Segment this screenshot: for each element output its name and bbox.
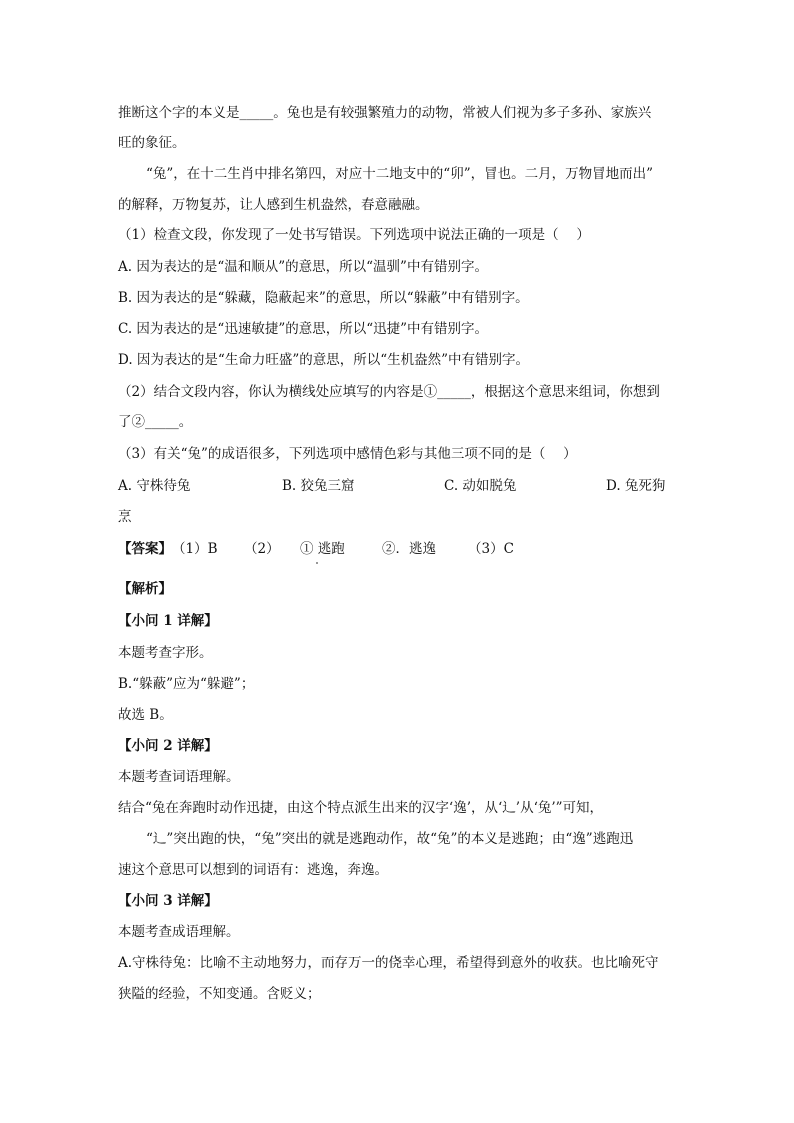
answer-label: 【答案】: [118, 541, 172, 557]
text-line: A.守株待兔：比喻不主动地努力，而存万一的侥幸心理，希望得到意外的收获。也比喻死守: [118, 955, 659, 971]
text-line: “辶”突出跑的快，“兔”突出的就是逃跑动作，故“兔”的本义是逃跑；由“逸”逃跑迅: [146, 831, 634, 847]
option-a: A. 因为表达的是“温和顺从”的意思，所以“温驯”中有错别字。: [118, 259, 488, 275]
subquestion-3-heading: 【小问 3 详解】: [118, 893, 218, 909]
text-line: 故选 B。: [118, 707, 173, 723]
text-line: 的解释，万物复苏，让人感到生机盎然，春意融融。: [118, 197, 429, 213]
analysis-heading: 【解析】: [118, 581, 172, 597]
question-1: （1）检查文段，你发现了一处书写错误。下列选项中说法正确的一项是（ ）: [118, 227, 590, 243]
q3-option-c: C. 动如脱兔: [444, 478, 517, 494]
q3-option-a: A. 守株待兔: [118, 478, 191, 494]
subquestion-2-heading: 【小问 2 详解】: [118, 738, 218, 754]
question-2: （2）结合文段内容，你认为横线处应填写的内容是①_____，根据这个意思来组词，你想到: [118, 384, 660, 400]
text-line: B.“躲蔽”应为“躲避”；: [118, 676, 255, 692]
text-line: 了②_____。: [118, 414, 193, 430]
option-b: B. 因为表达的是“躲藏，隐蔽起来”的意思，所以“躲蔽”中有错别字。: [118, 290, 529, 306]
stray-dot: [316, 562, 318, 564]
text-line: 旺的象征。: [118, 135, 186, 151]
text-line: 狭隘的经验，不知变通。含贬义；: [118, 986, 321, 1002]
option-c: C. 因为表达的是“迅速敏捷”的意思，所以“迅捷”中有错别字。: [118, 321, 489, 337]
text-line: 结合“兔在奔跑时动作迅捷，由这个特点派生出来的汉字‘逸’，从‘辶’从‘兔’”可知，: [118, 800, 604, 816]
answer-2-part-1: ① 逃跑: [300, 541, 345, 557]
text-line: 本题考查字形。: [118, 645, 213, 661]
answer-1: （1）B: [172, 541, 218, 557]
text-line: 本题考查成语理解。: [118, 924, 240, 940]
text-line: 本题考查词语理解。: [118, 769, 240, 785]
answer-2-part-2: ②．逃逸: [382, 541, 436, 557]
text-line: 速这个意思可以想到的词语有：逃逸，奔逸。: [118, 862, 388, 878]
answer-3: （3）C: [468, 541, 514, 557]
text-line: 推断这个字的本义是_____。兔也是有较强繁殖力的动物，常被人们视为多子多孙、家族兴: [118, 105, 652, 121]
q3-option-d-wrap: 烹: [118, 509, 132, 525]
text-line: “兔”，在十二生肖中排名第四，对应十二地支中的“卯”，冒也。二月，万物冒地而出”: [146, 166, 654, 182]
q3-option-b: B. 狡兔三窟: [282, 478, 355, 494]
q3-option-d: D. 兔死狗: [606, 478, 666, 494]
option-d: D. 因为表达的是“生命力旺盛”的意思，所以“生机盎然”中有错别字。: [118, 352, 530, 368]
question-3: （3）有关“兔”的成语很多，下列选项中感情色彩与其他三项不同的是（ ）: [118, 446, 577, 462]
answer-2: （2）: [244, 541, 280, 557]
subquestion-1-heading: 【小问 1 详解】: [118, 613, 218, 629]
